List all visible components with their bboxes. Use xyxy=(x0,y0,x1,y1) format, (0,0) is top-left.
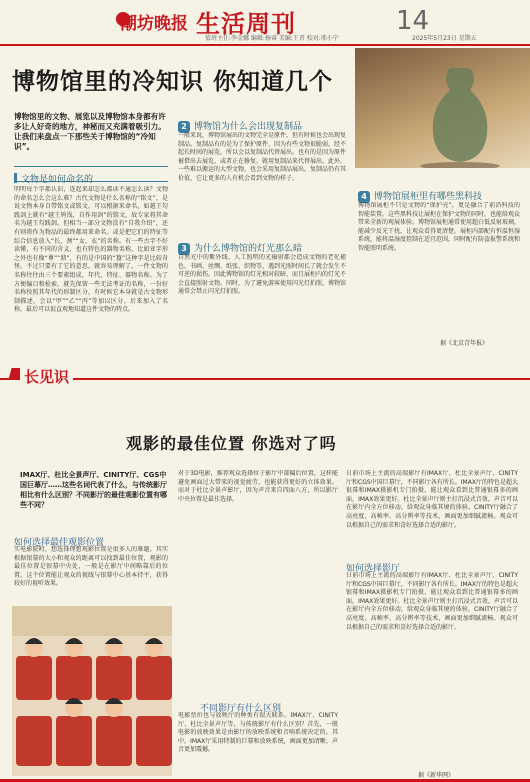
article1-lead: 博物馆里的文物、展览以及博物馆本身都有许多让人好奇的地方，神秘而又充满着吸引力。让我们来盘点一下那些关于博物馆的“冷知识”。 xyxy=(14,112,166,151)
article2-section2-title: 不同影厅有什么区别 xyxy=(200,704,282,714)
section2-header xyxy=(178,114,348,133)
section1-body: 明明每个字都认识，连起来却怎么都读不通怎么读？文物的命名怎么会这么难？古代文物是什么名称的“铭文”，是说文物本身自带铭文或铭文，可以根据来命名，如越王勾践剑上就有“越王鸠浅，自作用剑”的铭文，故专家将其命名为越王勾践剑。但相当一部分文物没有“自我介绍”，还有则将作为物品的最终都用来命名。或是把它们的特征等综合信息放入“长、颈”“女、衣”的名称。有一些古字不好读懂，有不同的含义，也有特色的器物名称，比如亚字形之外也有像“尊”“鼎”，有的是中国的“簋”这种字是比较奇怪。不过只要有了它的意思，就容易理解了，一件文物的名称往往由三个要素组成，年代、特征、器物名称。为了方便编目和检索，就先保留一些无法考证的名称，一份好名称按照其年代的形制区分，有时候它本身就是古文物形制描述，会以“甲”“乙”“丙”等加以区分。后来加入了名称，最后可以很直观地知道这件文物的特点。 xyxy=(14,186,168,314)
section1-title: 文物是如何命名的 xyxy=(21,175,94,185)
section3-number: 3 xyxy=(178,243,190,255)
section2-body: 一般来说，博物馆展出的文物完全是原件，但有时候也会出现复制品。复制品有的是为了保护原件，因为有些文物很脆弱，经不起长时间的展览，所以会以复制品代替展出。也有的是因为原件被借出去展览，或者正在修复，就用复制品来代替展出。此外，一些难以搬运的大型文物，也会采用复制品展出。复制品仍有其价值，它让更多的人有机会看到文物的样子。 xyxy=(178,132,346,182)
cinema-seats-icon xyxy=(12,606,172,776)
article2-headline: 观影的最佳位置 你选对了吗 xyxy=(126,434,337,453)
section1-header xyxy=(14,166,168,185)
article2-column2-body: 对于3D电影，推荐观众选择位于影厅中部偏后位置，这样能避免画面过大带来的视觉疲劳，也能获得更好的立体效果。而对于杜比全景声影厅，因为声音来自四面八方，所以影厅中央位置是最佳选择。 xyxy=(178,470,338,503)
section3-header xyxy=(178,236,348,255)
article1-source: 据《北京青年报》 xyxy=(440,340,489,347)
article2-source: 据《新华网》 xyxy=(418,772,455,779)
editor-credits: 值班主任:李金娜 编辑:杨睿 美编:王晋 校对:邢小宁 xyxy=(205,35,339,42)
section4-title: 博物馆展柜里有哪些黑科技 xyxy=(374,192,483,202)
section-marker-icon xyxy=(14,173,17,183)
cinema-illustration xyxy=(12,606,172,776)
article2-section1-title: 如何选择最佳观影位置 xyxy=(14,538,105,548)
section2-number: 2 xyxy=(178,121,190,133)
section2-title: 博物馆为什么会出现复制品 xyxy=(194,122,303,132)
section-title: 生活周刊 xyxy=(196,9,296,38)
article2-section2-body: 电影票价也与放映厅的种类有很大联系。IMAX厅、CINITY厅、杜比全景声厅等，与传统影厅有什么区别？首先，一般电影的放映效果是由影厅的放映系统和音响系统决定的。其中，IMAX厅采用特制的巨幕和放映系统，画面更加清晰，声音更加震撼。 xyxy=(178,712,338,754)
article2-lead: IMAX厅、杜比全景声厅、CINITY厅、CGS中国巨幕厅……这些名词代表了什么，与传统影厅相比有什么区别？不同影厅的最佳观影位置有哪些不同？ xyxy=(20,471,167,509)
article2-section3-title: 如何选择影厅 xyxy=(346,564,401,574)
article2-section1-body: 实电影院时，想选择理想观影位置是很多人的难题。其实根据银幕的大小和观众的距离可以找到最佳位置，观影的最佳位置是银幕中央处，一般是在影厅中间略靠后的位置。这个位置能让观众的视线与银幕中心基本持平，获得较好的视听效果。 xyxy=(14,546,168,588)
section-divider xyxy=(0,378,530,380)
article1-headline: 博物馆里的冷知识 你知道几个 xyxy=(12,68,334,95)
artifact-vase-icon xyxy=(355,48,530,168)
dateline: 2025年5月23日 星期五 xyxy=(412,35,477,42)
museum-artifact-photo xyxy=(355,48,530,168)
article2-column3-body: 日前市场上主流的高端影厅有IMAX厅、杜比全景声厅、CINITY厅和CGS中国巨幕厅，不同影厅各有所长。IMAX厅的特色是超大银幕和IMAX摄影机专门拍摄，能让观众看到比普通银幕多的画面，IMAX效果更好。杜比全景声厅则主打沉浸式音效，声音可以在影厅内全方位移动，给观众身临其境的体验。CINITY厅融合了高亮度、高帧率、高分辨率等技术，画面更加细腻流畅。观众可以根据自己的需求和喜好选择合适的影厅。 xyxy=(346,470,518,529)
newspaper-logo: 潮坊晚报 xyxy=(120,14,188,34)
article2-section3-body: 日前市场上主流的高端影厅有IMAX厅、杜比全景声厅、CINITY厅和CGS中国巨幕厅，不同影厅各有所长。IMAX厅的特色是超大银幕和IMAX摄影机专门拍摄，能让观众看到比普通银幕多的画面，IMAX效果更好。杜比全景声厅则主打沉浸式音效，声音可以在影厅内全方位移动，给观众身临其境的体验。CINITY厅融合了高亮度、高帧率、高分辨率等技术，画面更加细腻流畅。观众可以根据自己的需求和喜好选择合适的影厅。 xyxy=(346,572,518,631)
section3-title: 为什么博物馆的灯光那么暗 xyxy=(194,244,303,254)
section3-body: 自然光中的紫外线、人工照明的光辐射都会造成文物的老化褪色，书画、丝绸、纸张、织物等，遇到光照时间长了就会发生不可逆的损伤。因此博物馆的灯光相对较暗，而且展柜内的灯光不会直接照射文物。同时，为了避免游客使用闪光灯拍照，博物馆通常会禁止闪光灯拍照。 xyxy=(178,254,346,296)
section4-header xyxy=(358,184,530,203)
section4-number: 4 xyxy=(358,191,370,203)
section4-body: 博物馆展柜不只是文物的“保护壳”，更是融合了前沿科技的智能装置。这些黑科技让展柜在保护文物的同时，也能给观众带来全新的观展体验。博物馆展柜通常使用超白低反射玻璃，能减少反光干扰，让观众看得更清楚。展柜内部配有恒温恒湿系统，能将温湿度控制在适宜范围，同时配有防盗报警系统和智能照明系统。 xyxy=(358,202,520,252)
divider-label: 长见识 xyxy=(20,366,73,387)
page-number: 14 xyxy=(396,6,430,36)
